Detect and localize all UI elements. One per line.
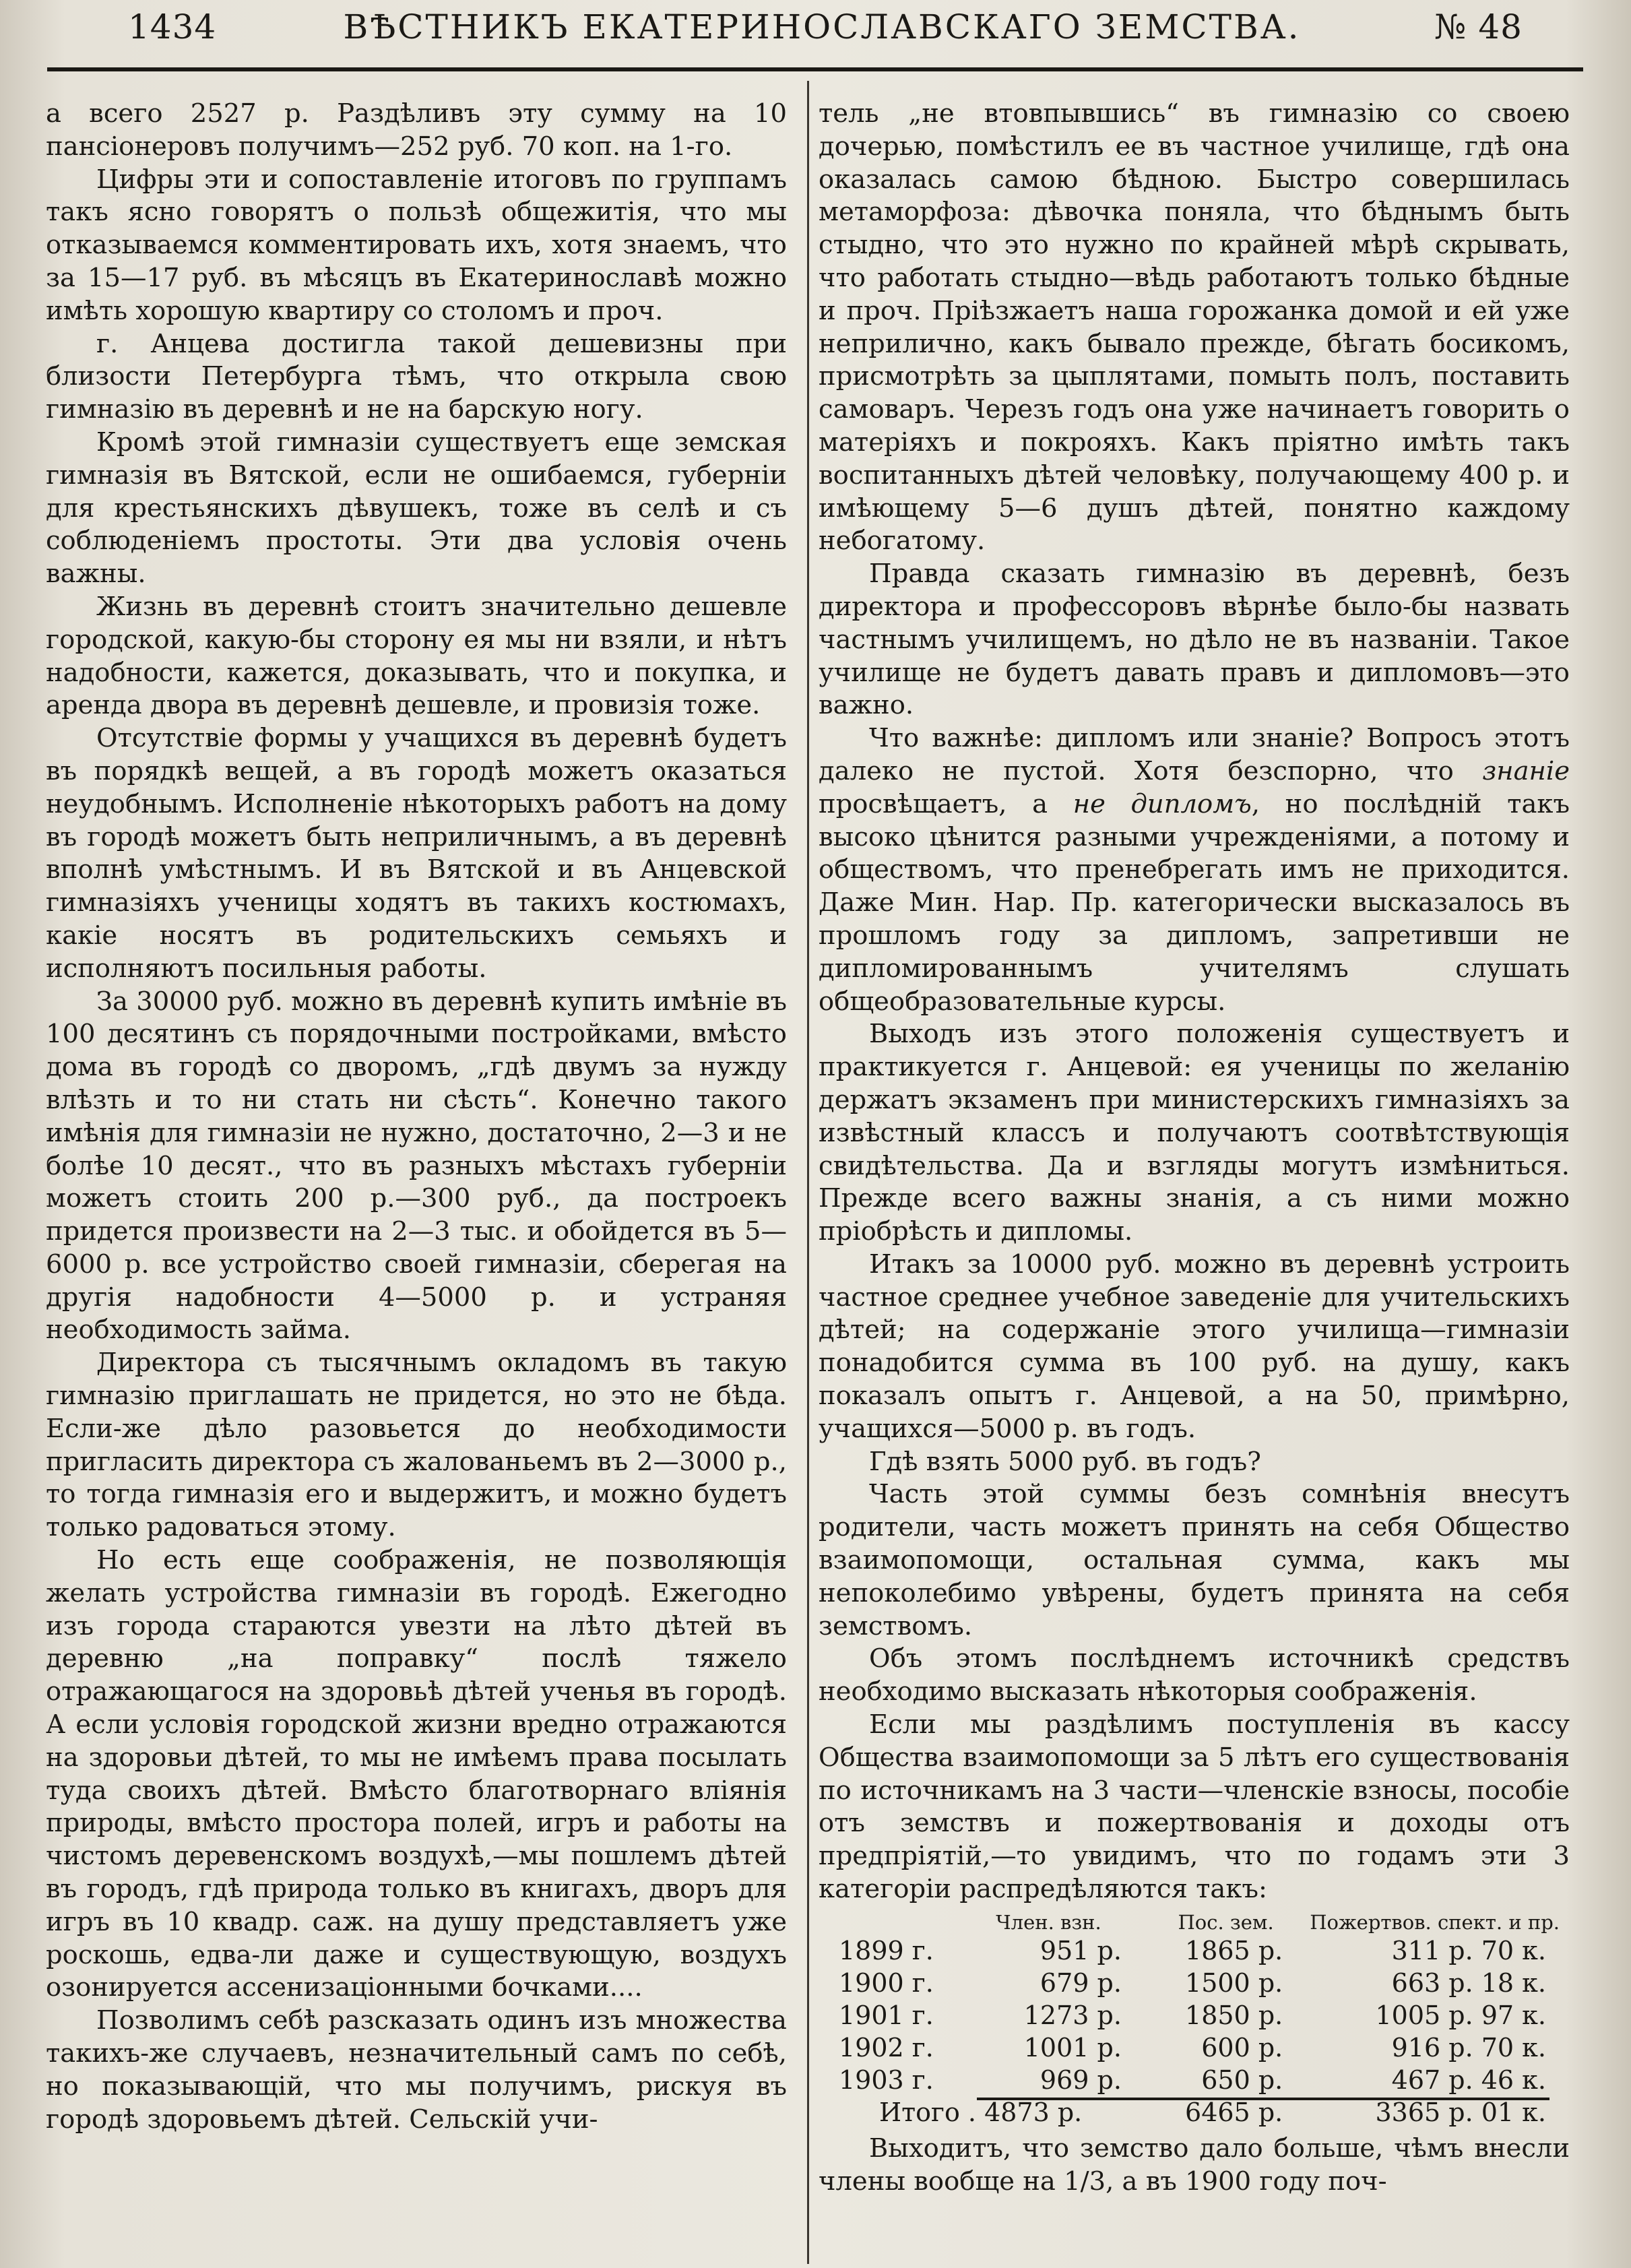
table-row — [819, 1934, 1560, 1967]
year-cell: 1902 г. — [839, 2032, 934, 2062]
table-cell: 1001 р. — [1023, 2032, 1122, 2062]
paragraph: Объ этомъ послѣднемъ источникѣ средствъ необходимо высказать нѣкоторыя соображенія. — [819, 1643, 1570, 1707]
text-run: просвѣщаетъ, а — [819, 788, 1073, 819]
paragraph: Правда сказать гимназію въ деревнѣ, безъ директора и профессоровъ вѣрнѣе было-бы назвать частнымъ училищемъ, но дѣло не въ названіи. Такое училище не будетъ давать правъ и дипломовъ—это важно. — [819, 559, 1570, 721]
year-cell: 1900 г. — [839, 1967, 934, 1998]
table-cell: 663 р. 18 к. — [1391, 1967, 1546, 1998]
table-cell: 1273 р. — [1023, 2000, 1122, 2030]
table-cell: 650 р. — [1201, 2065, 1283, 2095]
paragraph: Жизнь въ деревнѣ стоитъ значительно дешевле городской, какую-бы сторону ея мы ни взяли, и нѣтъ надобности, кажется, доказывать, что и покупка, и аренда двора въ деревнѣ дешевле, и провизія тоже. — [46, 591, 787, 721]
year-cell: 1899 г. — [839, 1935, 934, 1965]
table-row — [819, 2031, 1560, 2064]
table-cell: 951 р. — [1040, 1935, 1122, 1965]
funding-table — [819, 1910, 1560, 2129]
total-label: Итого . 4873 р. — [879, 2097, 1083, 2127]
table-cell: 969 р. — [1040, 2065, 1122, 2095]
table-row — [819, 1999, 1560, 2031]
column-header: Пожертвов. спект. и пр. — [1310, 1910, 1560, 1934]
italic-text: не дипломъ — [1073, 788, 1252, 819]
total-cell: 6465 р. — [1185, 2097, 1283, 2127]
table-cell: 1005 р. 97 к. — [1375, 2000, 1546, 2030]
paragraph — [819, 722, 1570, 1018]
table-cell: 467 р. 46 к. — [1391, 2065, 1546, 2095]
paragraph: г. Анцева достигла такой дешевизны при близости Петербурга тѣмъ, что открыла свою гимназію въ деревнѣ и не на барскую ногу. — [46, 328, 787, 425]
column-header: Пос. зем. — [1178, 1910, 1274, 1934]
column-header: Член. взн. — [996, 1910, 1101, 1934]
paragraph: Кромѣ этой гимназіи существуетъ еще земская гимназія въ Вятской, если не ошибаемся, губерніи для крестьянскихъ дѣвушекъ, тоже въ селѣ и съ соблюденіемъ простоты. Эти два условія очень важны. — [46, 427, 787, 590]
table-cell: 916 р. 70 к. — [1391, 2032, 1546, 2062]
table-cell: 1500 р. — [1185, 1967, 1283, 1998]
table-row — [819, 1967, 1560, 1999]
paragraph: Цифры эти и сопоставленіе итоговъ по группамъ такъ ясно говорятъ о пользѣ общежитія, что мы отказываемся комментировать ихъ, хотя знаемъ, что за 15—17 руб. въ мѣсяцъ въ Екатеринославѣ можно имѣть хорошую квартиру со столомъ и проч. — [46, 164, 787, 326]
paragraph: За 30000 руб. можно въ деревнѣ купить имѣніе въ 100 десятинъ съ порядочными постройками, вмѣсто дома въ городѣ со дворомъ, „гдѣ двумъ за нужду влѣзть и то ни стать ни сѣсть“. Конечно такого имѣнія для гимназіи не нужно, достаточно, 2—3 и не болѣе 10 десят., что въ разныхъ мѣстахъ губерніи можетъ стоить 200 р.—300 руб., да построекъ придется произвести на 2—3 тыс. и обойдется въ 5—6000 р. все устройство своей гимназіи, сберегая на другія надобности 4—5000 р. и устраняя необходимость займа. — [46, 986, 787, 1346]
table-cell: 1865 р. — [1185, 1935, 1283, 1965]
italic-text: знаніе — [1482, 755, 1570, 786]
paragraph: Позволимъ себѣ разсказать одинъ изъ множества такихъ-же случаевъ, незначительный самъ по себѣ, но показывающій, что мы получимъ, рискуя въ городѣ здоровьемъ дѣтей. Сельскій учи- — [46, 2005, 787, 2135]
paragraph: Выходитъ, что земство дало больше, чѣмъ внесли члены вообще на 1/3, а въ 1900 году поч- — [819, 2133, 1570, 2197]
table-cell: 1850 р. — [1185, 2000, 1283, 2030]
paragraph: Выходъ изъ этого положенія существуетъ и практикуется г. Анцевой: ея ученицы по желанію держатъ экзаменъ при министерскихъ гимназіяхъ за извѣстный классъ и получаютъ соотвѣтствующія свидѣтельства. Да и взгляды могутъ измѣниться. Прежде всего важны знанія, а съ ними можно пріобрѣсть и дипломы. — [819, 1019, 1570, 1247]
paragraph: Директора съ тысячнымъ окладомъ въ такую гимназію приглашать не придется, но это не бѣда. Если-же дѣло разовьется до необходимости пригласить директора съ жалованьемъ въ 2—3000 р., то тогда гимназія его и выдержитъ, и можно будетъ только радоваться этому. — [46, 1348, 787, 1543]
paragraph: тель „не втовпывшись“ въ гимназію со своею дочерью, помѣстилъ ее въ частное училище, гдѣ она оказалась самою бѣдною. Быстро совершилась метаморфоза: дѣвочка поняла, что бѣднымъ быть стыдно, что это нужно по крайней мѣрѣ скрывать, что работать стыдно—вѣдь работаютъ только бѣдные и проч. Пріѣзжаетъ наша горожанка домой и ей уже неприлично, какъ бывало прежде, бѣгать босикомъ, присмотрѣть за цыплятами, помыть полъ, поставить самоваръ. Черезъ годъ она уже начинаетъ говорить о матеріяхъ и покрояхъ. Какъ пріятно имѣть такъ воспитанныхъ дѣтей человѣку, получающему 400 р. и имѣющему 5—6 душъ дѣтей, понятно каждому небогатому. — [819, 98, 1570, 557]
table-cell: 679 р. — [1040, 1967, 1122, 1998]
issue-number: № 48 — [1434, 7, 1523, 46]
left-column — [46, 98, 787, 2257]
table-header-row — [819, 1910, 1560, 1934]
right-column — [819, 98, 1570, 2257]
paragraph: Но есть еще соображенія, не позволяющія желать устройства гимназіи въ городѣ. Ежегодно изъ города стараются увезти на лѣто дѣтей въ деревню „на поправку“ послѣ тяжело отражающагося на здоровьѣ дѣтей ученья въ городѣ. А если условія городской жизни вредно отражаются на здоровьи дѣтей, то мы не имѣемъ права посылать туда своихъ дѣтей. Вмѣсто благотворнаго вліянія природы, вмѣсто простора полей, игръ и работы на чистомъ деревенскомъ воздухѣ,—мы пошлемъ дѣтей въ городъ, гдѣ природа только въ книгахъ, дворъ для игръ въ 10 квадр. саж. на душу представляетъ уже роскошь, едва-ли даже и существующую, воздухъ озонируется ассенизаціонными бочками.... — [46, 1545, 787, 2003]
total-cell: 3365 р. 01 к. — [1375, 2097, 1546, 2127]
text-run: Что важнѣе: дипломъ или знаніе? Вопросъ этотъ далеко не пустой. Хотя безспорно, что — [819, 723, 1570, 786]
table-cell: 600 р. — [1201, 2032, 1283, 2062]
paragraph: Часть этой суммы безъ сомнѣнія внесутъ родители, часть можетъ принять на себя Общество взаимопомощи, остальная сумма, какъ мы непоколебимо увѣрены, будетъ принята на себя земствомъ. — [819, 1479, 1570, 1641]
text-run: , но послѣдній такъ высоко цѣнится разными учрежденіями, а потому и обществомъ, что пренебрегать имъ не приходится. Даже Мин. Нар. Пр. категорически высказалось въ прошломъ году за дипломъ, запретивши не дипломированнымъ учителямъ слушать общеобразовательные курсы. — [819, 788, 1570, 1017]
year-cell: 1903 г. — [839, 2065, 934, 2095]
table-total-rule — [977, 2098, 1549, 2100]
paragraph: Отсутствіе формы у учащихся въ деревнѣ будетъ въ порядкѣ вещей, а въ городѣ можетъ оказаться неудобнымъ. Исполненіе нѣкоторыхъ работъ на дому въ городѣ можетъ быть неприличнымъ, а въ деревнѣ вполнѣ умѣстнымъ. И въ Вятской и въ Анцевской гимназіяхъ ученицы ходятъ въ такихъ костюмахъ, какіе носятъ въ родительскихъ семьяхъ и исполняютъ посильныя работы. — [46, 723, 787, 984]
page-number: 1434 — [128, 7, 217, 46]
paragraph: Гдѣ взять 5000 руб. въ годъ? — [869, 1446, 1261, 1477]
table-total-row — [819, 2096, 1560, 2129]
page-header — [47, 0, 1597, 54]
column-divider — [807, 81, 809, 2264]
year-cell: 1901 г. — [839, 2000, 934, 2030]
table-cell: 311 р. 70 к. — [1391, 1935, 1546, 1965]
header-rule — [47, 67, 1583, 71]
table-row — [819, 2064, 1560, 2096]
paragraph: Если мы раздѣлимъ поступленія въ кассу Общества взаимопомощи за 5 лѣтъ его существованія по источникамъ на 3 части—членскіе взносы, пособіе отъ земствъ и пожертвованія и доходы отъ предпріятій,—то увидимъ, что по годамъ эти 3 категоріи распредѣляются такъ: — [819, 1709, 1570, 1905]
journal-title: ВѢСТНИКЪ ЕКАТЕРИНОСЛАВСКАГО ЗЕМСТВА. — [343, 7, 1301, 46]
paragraph: Итакъ за 10000 руб. можно въ деревнѣ устроить частное среднее учебное заведеніе для учительскихъ дѣтей; на содержаніе этого училища—гимназіи понадобится сумма въ 100 руб. на душу, какъ показалъ опытъ г. Анцевой, а на 50, примѣрно, учащихся—5000 р. въ годъ. — [819, 1249, 1570, 1444]
paragraph: а всего 2527 р. Раздѣливъ эту сумму на 10 пансіонеровъ получимъ—252 руб. 70 коп. на 1-го. — [46, 98, 787, 162]
